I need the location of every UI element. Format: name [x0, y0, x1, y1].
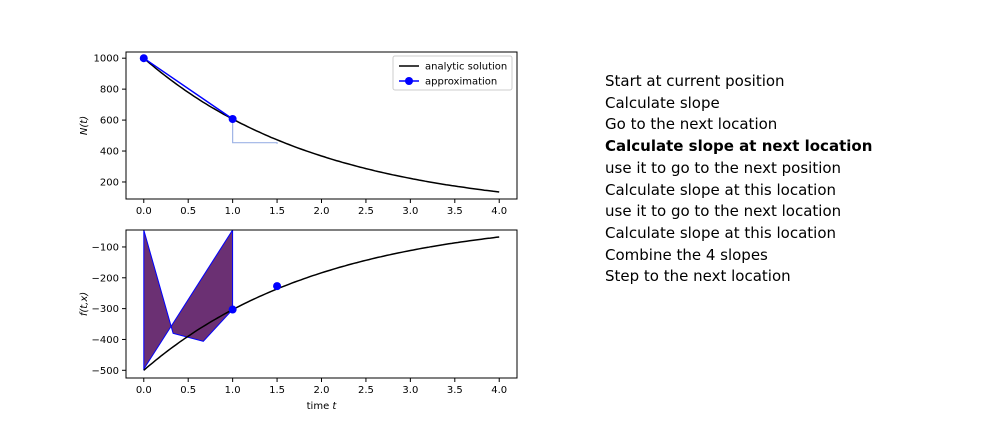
- x-tick-label: 0.5: [180, 206, 197, 217]
- data-point: [229, 115, 237, 123]
- x-tick-label: 3.5: [446, 385, 463, 396]
- y-tick-label: −300: [91, 304, 119, 316]
- data-point: [273, 282, 281, 290]
- x-tick-label: 1.0: [224, 206, 241, 217]
- y-tick-label: 1000: [93, 53, 119, 65]
- step-item: Calculate slope: [605, 93, 720, 112]
- y-tick-label: 200: [99, 177, 119, 189]
- y-tick-label: −400: [91, 334, 119, 346]
- x-tick-label: 0.5: [180, 385, 197, 396]
- x-axis-label: time t: [306, 401, 337, 412]
- x-tick-label: 3.0: [402, 206, 419, 217]
- y-tick-label: −200: [91, 273, 119, 285]
- x-tick-label: 2.5: [357, 206, 374, 217]
- bottom-plot: [79, 230, 517, 412]
- data-point: [229, 306, 237, 314]
- x-tick-label: 2.5: [357, 385, 374, 396]
- x-tick-label: 0.0: [135, 206, 152, 217]
- y-axis-label: N(t): [79, 115, 90, 136]
- step-item: use it to go to the next position: [605, 158, 842, 177]
- plot-area: [144, 230, 499, 370]
- y-tick-label: −100: [91, 242, 119, 254]
- x-tick-label: 0.0: [135, 385, 152, 396]
- legend-marker: [405, 77, 413, 85]
- step-item: Step to the next location: [605, 267, 791, 286]
- step-item: Go to the next location: [605, 115, 778, 134]
- step-item: Calculate slope at this location: [605, 223, 836, 242]
- approximation-line: [144, 58, 233, 119]
- step-item: Combine the 4 slopes: [605, 245, 768, 264]
- x-tick-label: 1.5: [269, 385, 286, 396]
- x-tick-label: 3.5: [446, 206, 463, 217]
- x-tick-label: 1.0: [224, 385, 241, 396]
- x-tick-label: 4.0: [491, 385, 508, 396]
- y-tick-label: 800: [99, 84, 119, 96]
- x-tick-label: 1.5: [269, 206, 286, 217]
- step-item: use it to go to the next location: [605, 202, 842, 221]
- legend-label: approximation: [425, 76, 498, 88]
- axes-frame: [126, 230, 517, 378]
- x-tick-label: 2.0: [313, 385, 330, 396]
- y-tick-label: 400: [99, 146, 119, 158]
- top-plot: [79, 52, 517, 217]
- y-tick-label: −500: [91, 365, 119, 377]
- step-item: Start at current position: [605, 72, 785, 90]
- legend: [393, 56, 512, 90]
- y-tick-label: 600: [99, 115, 119, 127]
- x-tick-label: 4.0: [491, 206, 508, 217]
- data-point: [140, 54, 148, 62]
- algorithm-steps: [605, 71, 872, 288]
- legend-label: analytic solution: [425, 61, 508, 73]
- step-item: Calculate slope at next location: [605, 137, 873, 156]
- step-item: Calculate slope at this location: [605, 180, 836, 199]
- y-axis-label: f(t,x): [79, 291, 90, 317]
- x-tick-label: 2.0: [313, 206, 330, 217]
- x-tick-label: 3.0: [402, 385, 419, 396]
- slope-fill-region: [144, 230, 233, 369]
